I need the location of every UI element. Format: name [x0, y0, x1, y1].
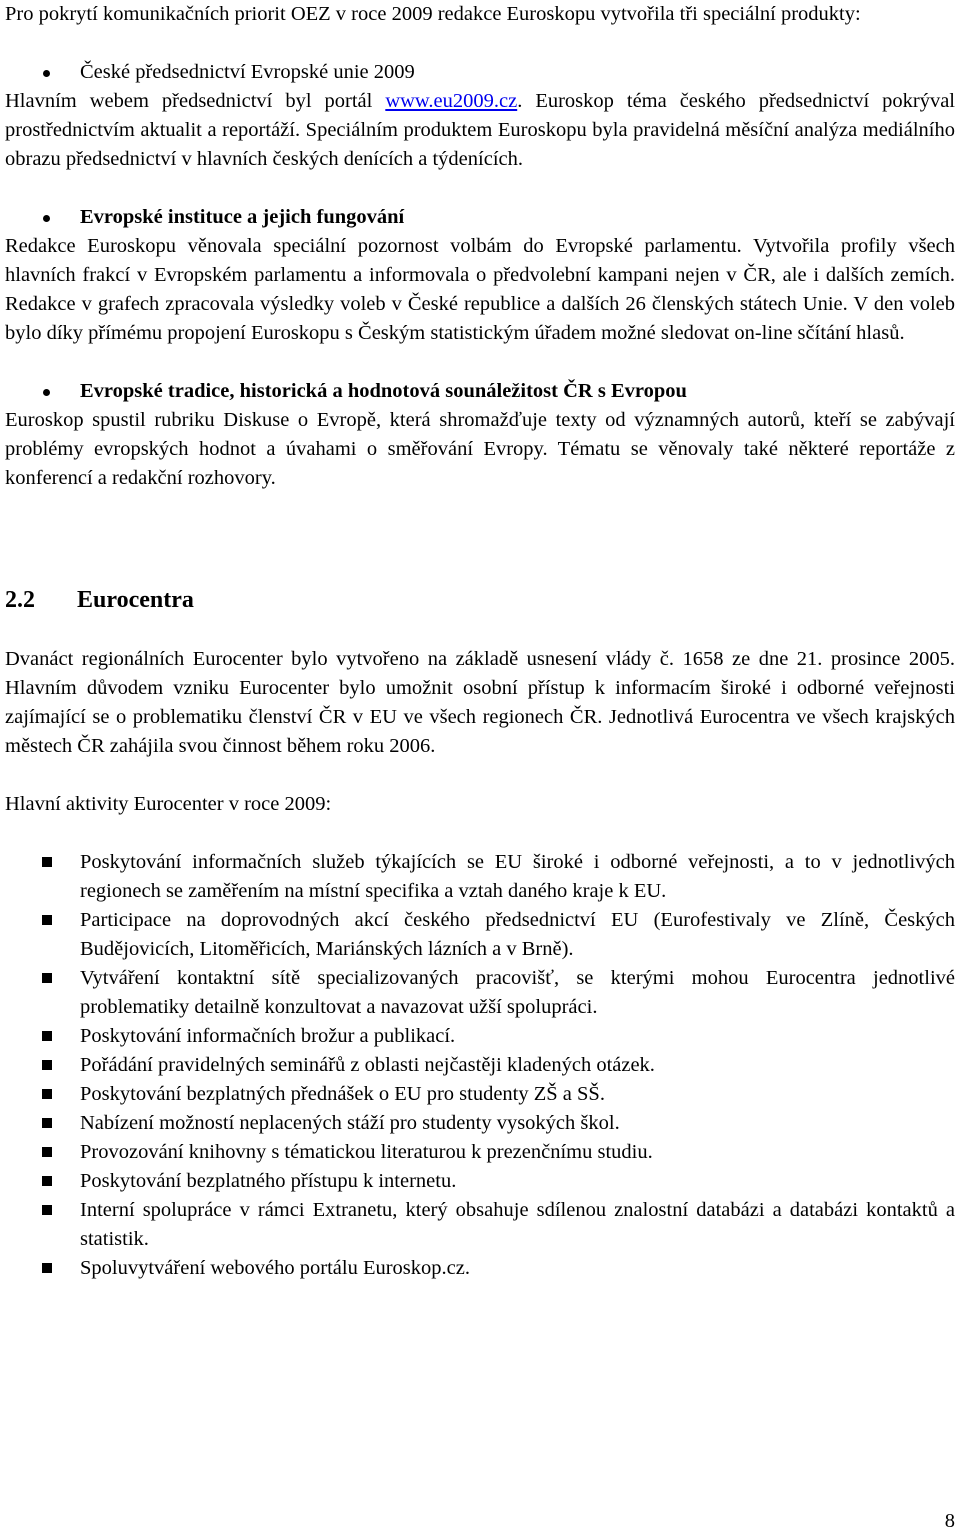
square-bullet-icon: [42, 1205, 52, 1215]
list-item: Spoluvytváření webového portálu Euroskop.cz.: [5, 1254, 955, 1283]
square-bullet-icon: [42, 857, 52, 867]
product-item-institutions: [5, 203, 955, 232]
square-bullet-icon: [42, 1060, 52, 1070]
square-bullet-icon: [42, 1118, 52, 1128]
product-title: Evropské instituce a jejich fungování: [80, 206, 405, 228]
list-item: Poskytování informačních služeb týkajících se EU široké i odborné veřejnosti, a to v jednotlivých regionech se zaměřením na místní specifika a vztah daného kraje k EU.: [5, 848, 955, 906]
bullet-icon: [43, 389, 50, 396]
product-title: České předsednictví Evropské unie 2009: [80, 61, 415, 83]
list-item: Nabízení možností neplacených stáží pro studenty vysokých škol.: [5, 1109, 955, 1138]
activities-heading: Hlavní aktivity Eurocenter v roce 2009:: [5, 793, 332, 815]
activities-list: [5, 848, 955, 1283]
list-item: Vytváření kontaktní sítě specializovaných pracovišť, se kterými mohou Eurocentra jednotlivé problematiky detailně konzultovat a navazovat užší spolupráci.: [5, 964, 955, 1022]
square-bullet-icon: [42, 1147, 52, 1157]
section-heading: [5, 585, 955, 615]
square-bullet-icon: [42, 1176, 52, 1186]
list-item: Participace na doprovodných akcí českého předsednictví EU (Eurofestivaly ve Zlíně, Českých Budějovicích, Litoměřicích, Mariánských lázních a v Brně).: [5, 906, 955, 964]
list-item: Interní spolupráce v rámci Extranetu, který obsahuje sdílenou znalostní databázi a databázi kontaktů a statistik.: [5, 1196, 955, 1254]
section-title: Eurocentra: [77, 587, 194, 613]
product-body-institutions: Redakce Euroskopu věnovala speciální pozornost volbám do Evropské parlamentu. Vytvořila profily všech hlavních frakcí v Evropském parlamentu a informovala o předvolební kampani nejen v ČR, ale i dalších zemích. Redakce v grafech zpracovala výsledky voleb v České republice a dalších 26 členských státech Unie. V den voleb bylo díky přímému propojení Euroskopu s Českým statistickým úřadem možné sledovat on-line sčítání hlasů.: [5, 235, 955, 344]
section-paragraph: Dvanáct regionálních Eurocenter bylo vytvořeno na základě usnesení vlády č. 1658 ze dne 21. prosince 2005. Hlavním důvodem vzniku Eurocenter bylo umožnit osobní přístup k informacím široké i odborné veřejnosti zajímající se o problematiku členství ČR v EU ve všech regionech ČR. Jednotlivá Eurocentra ve všech krajských městech ČR zahájila svou činnost během roku 2006.: [5, 648, 955, 757]
product-title: Evropské tradice, historická a hodnotová sounáležitost ČR s Evropou: [80, 380, 687, 402]
list-item: Provozování knihovny s tématickou literaturou k prezenčnímu studiu.: [5, 1138, 955, 1167]
page-number: 8: [944, 1510, 955, 1532]
square-bullet-icon: [42, 1089, 52, 1099]
product-body-traditions: Euroskop spustil rubriku Diskuse o Evropě, která shromažďuje texty od významných autorů, kteří se zabývají problémy evropských hodnot a úvahami o směřování Evropy. Tématu se věnovaly také některé reportáže z konferencí a redakční rozhovory.: [5, 409, 955, 489]
square-bullet-icon: [42, 1031, 52, 1041]
bullet-icon: [43, 215, 50, 222]
product-body-presidency: Hlavním webem předsednictví byl portál www.eu2009.cz. Euroskop téma českého předsednictví pokrýval prostřednictvím aktualit a reportáží. Speciálním produktem Euroskopu byla pravidelná měsíční analýza mediálního obrazu předsednictví v hlavních českých denících a týdenících.: [5, 90, 955, 170]
eu2009-link[interactable]: www.eu2009.cz: [385, 90, 518, 112]
product-item-presidency: [5, 58, 955, 87]
list-item: Poskytování bezplatného přístupu k internetu.: [5, 1167, 955, 1196]
list-item: Pořádání pravidelných seminářů z oblasti nejčastěji kladených otázek.: [5, 1051, 955, 1080]
square-bullet-icon: [42, 915, 52, 925]
list-item: Poskytování bezplatných přednášek o EU pro studenty ZŠ a SŠ.: [5, 1080, 955, 1109]
square-bullet-icon: [42, 973, 52, 983]
section-number: 2.2: [5, 587, 35, 613]
list-item: Poskytování informačních brožur a publikací.: [5, 1022, 955, 1051]
square-bullet-icon: [42, 1263, 52, 1273]
intro-paragraph: Pro pokrytí komunikačních priorit OEZ v roce 2009 redakce Euroskopu vytvořila tři speciální produkty:: [5, 3, 861, 25]
document-page: [5, 0, 955, 1283]
bullet-icon: [43, 70, 50, 77]
product-item-traditions: [5, 377, 955, 406]
